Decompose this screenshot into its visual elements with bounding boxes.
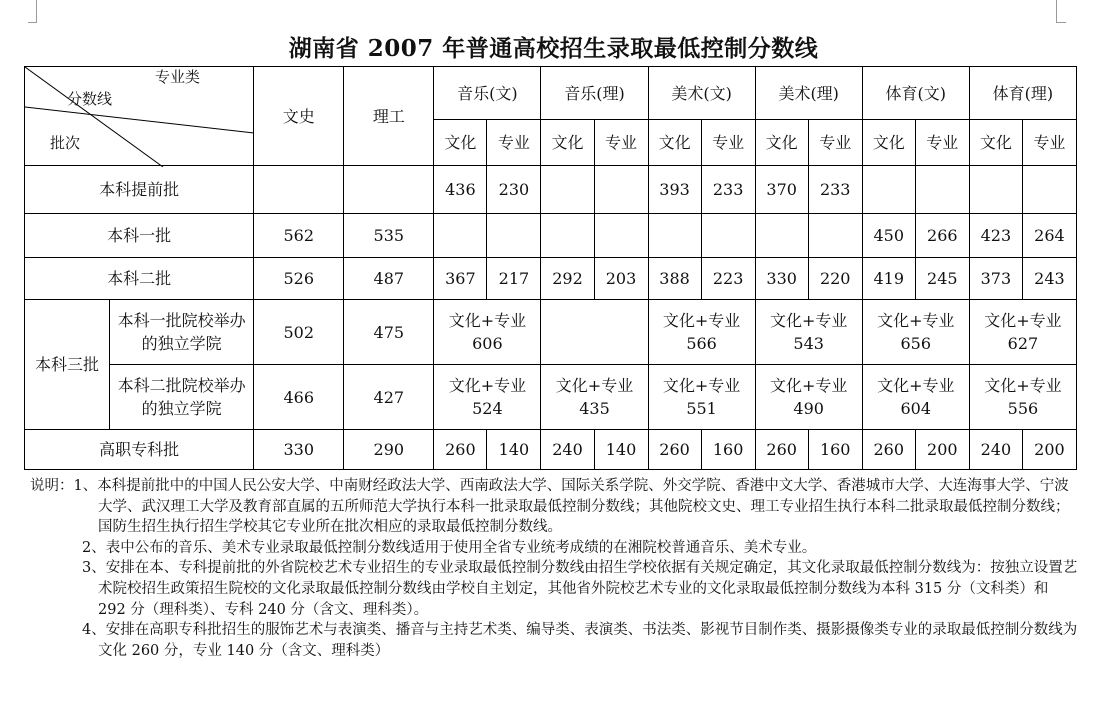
table-cell: 526 <box>254 258 344 300</box>
row-label: 本科二批 <box>25 258 254 300</box>
table-cell: 330 <box>755 258 808 300</box>
combo-cell <box>648 365 755 430</box>
note-item: 3、安排在本、专科提前批的外省院校艺术专业招生的专业录取最低控制分数线由招生学校依据有关规定确定，其文化录取最低控制分数线为：按独立设置艺术院校招生政策招生院校的文化录取最低控制分数线由学校自主划定，其他省外院校艺术专业的文化录取最低控制分数线为本科 315 分（文科类）和 292 分（理科类）、专科 240 分（含文、理科类）。 <box>82 560 1078 618</box>
table-cell <box>541 166 594 214</box>
table-cell: 367 <box>434 258 487 300</box>
header-category: 美术(理) <box>755 67 862 120</box>
table-cell <box>487 214 541 258</box>
subheader-zhuanye: 专业 <box>594 120 648 166</box>
combo-cell <box>862 365 969 430</box>
table-cell: 264 <box>1022 214 1076 258</box>
combo-label: 文化+专业 <box>984 376 1062 395</box>
notes-section <box>30 476 1080 661</box>
table-row <box>25 365 1077 430</box>
table-cell: 330 <box>254 430 344 470</box>
note-item: 说明：1、本科提前批中的中国人民公安大学、中南财经政法大学、西南政法大学、国际关系学院、外交学院、香港中文大学、香港城市大学、大连海事大学、宁波大学、武汉理工大学及教育部直属的五所师范大学执行本科一批录取最低控制分数线；其他院校文史、理工专业招生执行本科二批录取最低控制分数线；国防生招生执行招生学校其它专业所在批次相应的录取最低控制分数线。 <box>30 478 1070 536</box>
combo-value: 556 <box>1007 399 1039 418</box>
table-row <box>25 214 1077 258</box>
table-cell <box>594 214 648 258</box>
combo-cell <box>755 300 862 365</box>
table-row <box>25 300 1077 365</box>
combo-cell <box>434 365 541 430</box>
subheader-zhuanye: 专业 <box>701 120 755 166</box>
table-row <box>25 258 1077 300</box>
table-cell: 160 <box>701 430 755 470</box>
table-cell <box>344 166 434 214</box>
table-cell <box>541 214 594 258</box>
combo-cell <box>969 300 1076 365</box>
combo-cell <box>648 300 755 365</box>
sub-row-label: 本科二批院校举办的独立学院 <box>110 365 254 430</box>
table-cell: 475 <box>344 300 434 365</box>
combo-cell <box>969 365 1076 430</box>
table-cell <box>915 166 969 214</box>
corner-batch-label: 批次 <box>50 134 81 152</box>
table-row <box>25 430 1077 470</box>
row-label: 本科三批 <box>25 300 110 430</box>
table-cell: 233 <box>701 166 755 214</box>
table-cell <box>648 214 701 258</box>
header-category: 体育(理) <box>969 67 1076 120</box>
table-cell: 240 <box>541 430 594 470</box>
combo-label: 文化+专业 <box>448 376 527 395</box>
subheader-wenhua: 文化 <box>969 120 1022 166</box>
table-cell: 266 <box>915 214 969 258</box>
subheader-zhuanye: 专业 <box>915 120 969 166</box>
table-cell: 260 <box>755 430 808 470</box>
table-cell: 217 <box>487 258 541 300</box>
combo-value: 627 <box>1007 334 1039 353</box>
combo-label: 文化+专业 <box>984 311 1062 330</box>
table-cell <box>594 166 648 214</box>
table-cell: 290 <box>344 430 434 470</box>
combo-cell <box>862 300 969 365</box>
combo-cell <box>434 300 541 365</box>
combo-label: 文化+专业 <box>877 311 955 330</box>
table-cell: 233 <box>808 166 862 214</box>
table-cell <box>969 166 1022 214</box>
combo-value: 606 <box>472 334 503 353</box>
table-cell <box>701 214 755 258</box>
header-category: 美术(文) <box>648 67 755 120</box>
table-cell <box>808 214 862 258</box>
subheader-zhuanye: 专业 <box>1022 120 1076 166</box>
combo-label: 文化+专业 <box>662 311 741 330</box>
table-cell: 388 <box>648 258 701 300</box>
table-cell: 292 <box>541 258 594 300</box>
table-cell: 562 <box>254 214 344 258</box>
subheader-wenhua: 文化 <box>648 120 701 166</box>
combo-label: 文化+专业 <box>877 376 955 395</box>
header-category: 音乐(理) <box>541 67 648 120</box>
table-cell: 466 <box>254 365 344 430</box>
row-label: 本科一批 <box>25 214 254 258</box>
combo-value: 566 <box>686 334 717 353</box>
subheader-wenhua: 文化 <box>434 120 487 166</box>
combo-value: 435 <box>579 399 610 418</box>
table-cell: 223 <box>701 258 755 300</box>
combo-label: 文化+专业 <box>769 376 848 395</box>
table-cell: 203 <box>594 258 648 300</box>
subheader-wenhua: 文化 <box>755 120 808 166</box>
header-category: 体育(文) <box>862 67 969 120</box>
combo-cell <box>755 365 862 430</box>
table-cell: 373 <box>969 258 1022 300</box>
subheader-wenhua: 文化 <box>862 120 915 166</box>
table-cell: 260 <box>434 430 487 470</box>
note-item: 4、安排在高职专科批招生的服饰艺术与表演类、播音与主持艺术类、编导类、表演类、书法类、影视节目制作类、摄影摄像类专业的录取最低控制分数线为文化 260 分，专业 140 分（含文、理科类） <box>82 622 1078 659</box>
combo-value: 524 <box>472 399 503 418</box>
document-title: 湖南省 2007 年普通高校招生录取最低控制分数线 <box>288 35 819 62</box>
table-cell <box>755 214 808 258</box>
row-label: 本科提前批 <box>25 166 254 214</box>
header-wenshi: 文史 <box>254 67 344 166</box>
table-row <box>25 166 1077 214</box>
table-cell: 200 <box>915 430 969 470</box>
combo-label: 文化+专业 <box>555 376 634 395</box>
combo-label: 文化+专业 <box>448 311 527 330</box>
table-cell: 423 <box>969 214 1022 258</box>
table-cell: 243 <box>1022 258 1076 300</box>
table-cell: 436 <box>434 166 487 214</box>
combo-value: 543 <box>793 334 824 353</box>
table-cell: 140 <box>487 430 541 470</box>
combo-value: 490 <box>793 399 824 418</box>
table-cell <box>254 166 344 214</box>
table-cell: 200 <box>1022 430 1076 470</box>
combo-value: 604 <box>900 399 932 418</box>
table-cell: 419 <box>862 258 915 300</box>
table-cell <box>1022 166 1076 214</box>
table-cell: 487 <box>344 258 434 300</box>
table-cell: 230 <box>487 166 541 214</box>
table-cell: 260 <box>648 430 701 470</box>
table-cell: 393 <box>648 166 701 214</box>
combo-cell <box>541 365 648 430</box>
corner-header-cell <box>25 67 254 166</box>
table-cell <box>862 166 915 214</box>
table-cell: 370 <box>755 166 808 214</box>
note-item: 2、表中公布的音乐、美术专业录取最低控制分数线适用于使用全省专业统考成绩的在湘院校普通音乐、美术专业。 <box>82 539 817 556</box>
table-cell: 427 <box>344 365 434 430</box>
corner-category-label: 专业类 <box>155 68 201 86</box>
table-cell <box>434 214 487 258</box>
combo-label: 文化+专业 <box>662 376 741 395</box>
table-cell: 260 <box>862 430 915 470</box>
table-cell <box>541 300 648 365</box>
row-label: 高职专科批 <box>25 430 254 470</box>
table-cell: 450 <box>862 214 915 258</box>
table-cell: 502 <box>254 300 344 365</box>
combo-value: 656 <box>900 334 932 353</box>
subheader-zhuanye: 专业 <box>808 120 862 166</box>
score-table <box>24 66 1077 470</box>
table-cell: 240 <box>969 430 1022 470</box>
table-cell: 160 <box>808 430 862 470</box>
header-category: 音乐(文) <box>434 67 541 120</box>
subheader-wenhua: 文化 <box>541 120 594 166</box>
page-corner-mark <box>28 0 37 23</box>
combo-label: 文化+专业 <box>769 311 848 330</box>
corner-score-label: 分数线 <box>67 90 113 108</box>
page-corner-mark <box>1056 0 1066 23</box>
subheader-zhuanye: 专业 <box>487 120 541 166</box>
combo-value: 551 <box>686 399 717 418</box>
table-cell: 140 <box>594 430 648 470</box>
table-cell: 245 <box>915 258 969 300</box>
table-cell: 535 <box>344 214 434 258</box>
sub-row-label: 本科一批院校举办的独立学院 <box>110 300 254 365</box>
table-cell: 220 <box>808 258 862 300</box>
header-ligong: 理工 <box>344 67 434 166</box>
